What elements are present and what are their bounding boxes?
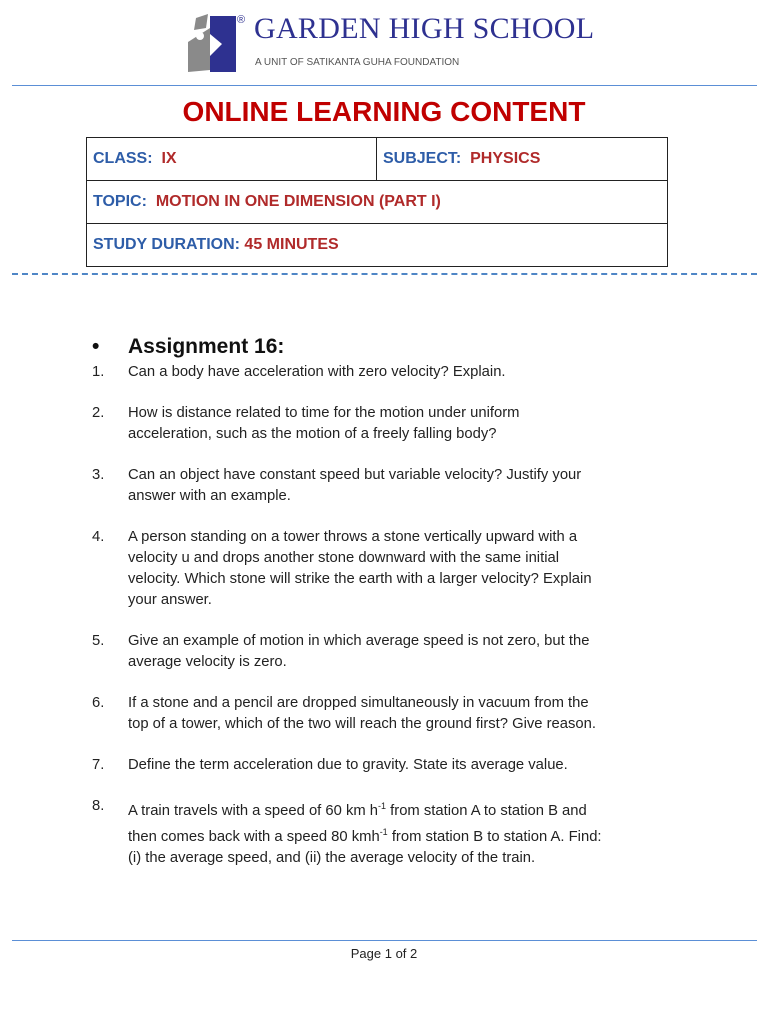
question-number: 3. [92, 467, 105, 483]
school-subtitle: A UNIT OF SATIKANTA GUHA FOUNDATION [255, 57, 460, 68]
info-table [86, 137, 668, 267]
question-text: If a stone and a pencil are dropped simultaneously in vacuum from the top of a tower, which of the two will reach the ground first? Give reason. [128, 695, 596, 732]
topic-label: TOPIC: [93, 193, 147, 210]
superscript: -1 [379, 826, 388, 837]
topic-cell [87, 181, 668, 224]
topic-value: MOTION IN ONE DIMENSION (PART I) [155, 193, 441, 210]
question-number: 1. [92, 364, 105, 380]
duration-value: 45 MINUTES [244, 236, 339, 253]
question-item [92, 796, 672, 869]
assignment-heading [92, 335, 284, 359]
question-number: 7. [92, 757, 105, 773]
question-item [92, 403, 672, 445]
question-item [92, 527, 672, 611]
question-number: 4. [92, 529, 105, 545]
duration-label: STUDY DURATION: [93, 236, 240, 253]
school-name: GARDEN HIGH SCHOOL [254, 12, 595, 45]
subject-label: SUBJECT: [383, 150, 462, 167]
question-list [92, 362, 672, 889]
info-row-duration [87, 224, 668, 267]
question-number: 8. [92, 798, 105, 814]
question-item [92, 755, 672, 776]
page-title: ONLINE LEARNING CONTENT [182, 96, 586, 127]
question-text: Can a body have acceleration with zero velocity? Explain. [128, 364, 506, 380]
question-text: How is distance related to time for the motion under uniform acceleration, such as the motion of a freely falling body? [128, 405, 520, 442]
question-text [128, 803, 602, 866]
info-row-class-subject [87, 138, 668, 181]
duration-cell [87, 224, 668, 267]
question-text: A person standing on a tower throws a stone vertically upward with a velocity u and drops another stone downward with the same initial velocity. Which stone will strike the earth with a larger velocity? Explain your answer. [128, 529, 592, 608]
page-header [0, 0, 768, 86]
question-text-part: from station A to station B and then comes back with a speed 80 kmh [128, 802, 587, 845]
class-value: IX [161, 150, 177, 167]
class-cell [87, 138, 377, 181]
footer-divider [12, 940, 757, 941]
question-number: 5. [92, 633, 105, 649]
question-text-part: from station B to station A. Find: (i) the average speed, and (ii) the average velocity of the train. [128, 828, 602, 866]
section-divider [12, 273, 757, 275]
question-item [92, 631, 672, 673]
question-number: 6. [92, 695, 105, 711]
assignment-title: Assignment 16: [128, 335, 285, 358]
header-divider [12, 85, 757, 86]
superscript: -1 [378, 801, 387, 811]
class-label: CLASS: [93, 150, 153, 167]
question-item [92, 465, 672, 507]
school-logo-icon [186, 14, 238, 74]
question-text: Can an object have constant speed but variable velocity? Justify your answer with an example. [128, 467, 582, 504]
question-number: 2. [92, 405, 105, 421]
bullet-icon: • [92, 335, 100, 358]
question-text-part: A train travels with a speed of 60 km h [128, 802, 379, 819]
subject-cell [377, 138, 668, 181]
question-text: Define the term acceleration due to gravity. State its average value. [128, 757, 568, 773]
registered-mark: ® [237, 14, 246, 26]
question-item [92, 362, 672, 383]
info-row-topic [87, 181, 668, 224]
subject-value: PHYSICS [470, 150, 541, 167]
page-number: Page 1 of 2 [350, 946, 418, 961]
question-text: Give an example of motion in which average speed is not zero, but the average velocity is zero. [128, 633, 590, 670]
question-item [92, 693, 672, 735]
